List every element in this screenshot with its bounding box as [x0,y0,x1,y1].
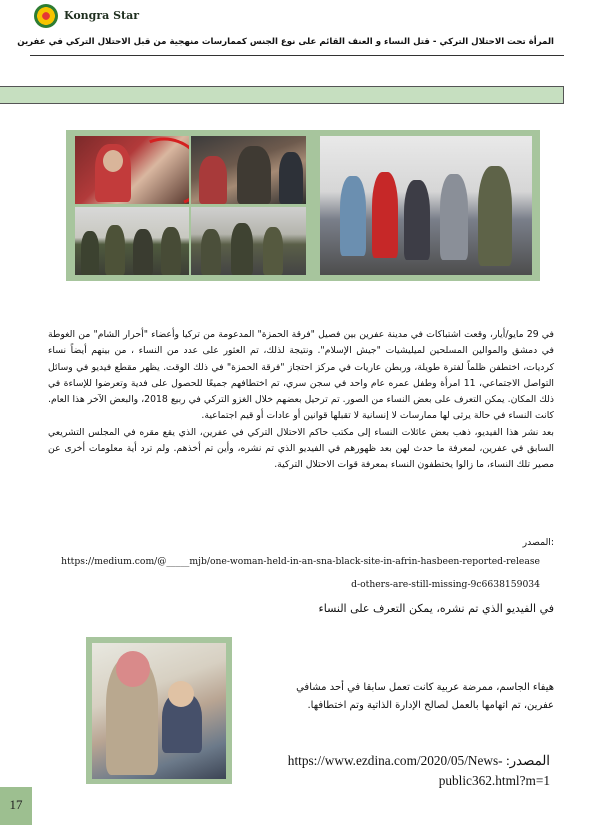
article-body [48,327,554,474]
brand-name: Kongra Star [64,9,140,22]
source2-block [250,751,550,791]
page-number: 17 [9,797,23,812]
still-fighters-group [191,207,306,275]
header-divider [30,55,564,56]
source2-link[interactable]: https://www.ezdina.com/2020/05/News-public362.html?m=1 [287,753,550,788]
still-woman-closeup [75,136,189,204]
nurse-photo [92,643,226,779]
source-label: :المصدر [522,537,554,548]
running-header-title: المرأة تحت الاحتلال التركي - قتل النساء و العنف القائم على نوع الجنس كممارسات منهجية من قبل الاحتلال التركي في عفرين [17,37,554,47]
still-fighters-wall [75,207,189,275]
still-women-escorted [320,136,532,275]
video-caption: في الفيديو الذي تم نشره، يمكن التعرف على النساء [318,602,554,615]
body-paragraph-2: بعد نشر هذا الفيديو، ذهب بعض عائلات النساء إلى مكتب حاكم الاحتلال التركي في عفرين، الذي يقع مقره في المجلس التشريعي السابق في عفرين، لمعرفة ما حدث لهن بعد ظهورهم في الفيديو الذي تم نشره، وأين تم أخذهم. ولم ترد أية معلومات أخرى عن مصير تلك النساء، ما زالوا يختطفون النساء بمعرفة قوات الاحتلال التركية. [48,426,554,471]
video-stills-collage [66,130,540,281]
source2-label: المصدر: [505,753,550,768]
kongra-star-logo-icon [34,4,58,28]
body-paragraph-1: في 29 مايو/أيار، وقعت اشتباكات في مدينة عفرين بين فصيل "فرقة الحمزة" المدعومة من تركيا وأعضاء "أحرار الشام" من الغوطة في دمشق والموالين المسلحين لميليشيات "جيش الإسلام". ونتيجة لذلك، تم العثور على عدد من النساء ، من بينهم أيضاً نساء كرديات، اختطفن ظلماً لفترة طويلة، وربطن عاريات في مركز احتجاز "فرقة الحمزة" في ذلك الوقت. يظهر مقطع فيديو في وسائل التواصل الاجتماعي، 11 امرأة وطفل عمره عام واحد في سجن سري، تم اختطافهم جميعًا للحصول على فدية وتعرضوا للإساءة في ذلك المكان. يمكن التعرف على بعض النساء من الصور. تم ترحيل بعضهم خلال الغزو التركي في ربيع 2018، والبعض الآخر هذا العام. كانت النساء في حالة يرثى لها ممارسات لا إنسانية لا تقبلها قوانين أو عادات أو قيم اجتماعية. [48,329,555,422]
nurse-caption: هيفاء الجاسم، ممرضة عربية كانت تعمل سابقا في أحد مشافي عفرين، تم اتهامها بالعمل لصالح الإدارة الذاتية وتم اختطافها. [296,682,554,711]
source-link[interactable]: https://medium.com/@_____mjb/one-woman-held-in-an-sna-black-site-in-afrin-hasbeen-reported-released-others-are-still-missing-9c6638159034 [61,556,540,590]
still-crowd-fighters [191,136,306,204]
section-band [0,86,564,104]
